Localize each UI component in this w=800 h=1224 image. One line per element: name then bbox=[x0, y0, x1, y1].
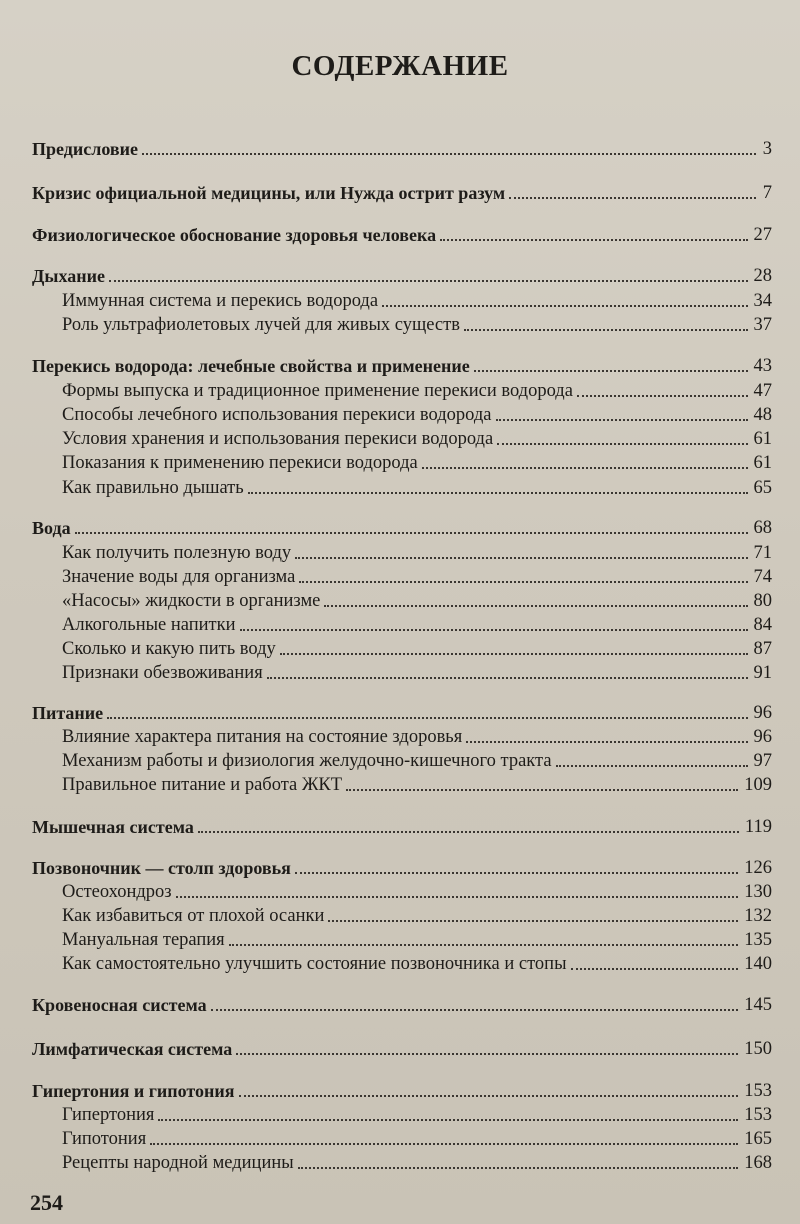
toc-entry-page: 61 bbox=[753, 429, 772, 449]
toc-entry-page: 126 bbox=[744, 858, 772, 878]
toc-entry-page: 27 bbox=[753, 225, 772, 245]
toc-entry bbox=[32, 351, 772, 377]
toc-entry-page: 47 bbox=[753, 381, 772, 401]
dot-leader bbox=[176, 896, 739, 898]
toc-entry bbox=[32, 1076, 772, 1102]
dot-leader bbox=[248, 492, 748, 494]
toc-entry-title: Гипертония и гипотония bbox=[32, 1081, 235, 1101]
toc-entry-title: Сколько и какую пить воду bbox=[62, 639, 276, 659]
toc-entry-title: Как получить полезную воду bbox=[62, 543, 292, 563]
toc-entry bbox=[32, 134, 772, 160]
toc-entry bbox=[32, 178, 772, 204]
toc-entry-page: 97 bbox=[753, 751, 772, 771]
toc-entry-page: 65 bbox=[753, 478, 772, 498]
toc-entry-title: Дыхание bbox=[32, 266, 105, 286]
toc-entry-page: 68 bbox=[753, 518, 772, 538]
toc-entry bbox=[62, 770, 772, 796]
toc-entry-page: 165 bbox=[744, 1129, 772, 1149]
page-number: 254 bbox=[30, 1190, 63, 1215]
dot-leader bbox=[509, 197, 756, 199]
toc-entry-title: Перекись водорода: лечебные свойства и применение bbox=[32, 356, 470, 376]
toc-entry-title: Формы выпуска и традиционное применение перекиси водорода bbox=[62, 381, 573, 401]
toc-entry-title: Питание bbox=[32, 703, 104, 723]
toc-entry-title: Показания к применению перекиси водорода bbox=[62, 453, 418, 473]
toc-entry-title: Кризис официальной медицины, или Нужда острит разум bbox=[32, 183, 506, 203]
toc-entry bbox=[62, 538, 772, 564]
toc-entry-page: 153 bbox=[744, 1105, 772, 1125]
toc-entry-page: 145 bbox=[744, 995, 772, 1015]
toc-entry bbox=[62, 448, 772, 474]
toc-entry bbox=[62, 949, 772, 975]
toc-entry-title: Правильное питание и работа ЖКТ bbox=[62, 775, 343, 795]
toc-entry bbox=[32, 853, 772, 879]
toc-entry bbox=[62, 1100, 772, 1126]
toc-entry-title: Как правильно дышать bbox=[62, 478, 244, 498]
dot-leader bbox=[474, 370, 748, 372]
dot-leader bbox=[267, 677, 748, 679]
toc-entry bbox=[62, 610, 772, 636]
toc-entry-page: 150 bbox=[744, 1039, 772, 1059]
dot-leader bbox=[75, 532, 748, 534]
dot-leader bbox=[150, 1143, 738, 1145]
dot-leader bbox=[295, 557, 747, 559]
toc-entry-title: Алкогольные напитки bbox=[62, 615, 236, 635]
toc-entry bbox=[32, 1034, 772, 1060]
toc-entry bbox=[62, 562, 772, 588]
toc-entry-page: 71 bbox=[753, 543, 772, 563]
toc-entry-title: Влияние характера питания на состояние здоровья bbox=[62, 727, 463, 747]
dot-leader bbox=[299, 581, 747, 583]
toc-entry-page: 80 bbox=[753, 591, 772, 611]
toc-entry-title: Способы лечебного использования перекиси водорода bbox=[62, 405, 492, 425]
dot-leader bbox=[466, 741, 747, 743]
toc-entry bbox=[62, 925, 772, 951]
toc-entry-page: 37 bbox=[753, 315, 772, 335]
toc-entry-page: 140 bbox=[744, 954, 772, 974]
toc-entry-title: Значение воды для организма bbox=[62, 567, 296, 587]
toc-entry-title: Иммунная система и перекись водорода bbox=[62, 291, 379, 311]
dot-leader bbox=[158, 1119, 738, 1121]
toc-entry bbox=[62, 1148, 772, 1174]
toc-entry bbox=[32, 261, 772, 287]
toc-entry-title: Как избавиться от плохой осанки bbox=[62, 906, 325, 926]
toc-entry bbox=[62, 473, 772, 499]
toc-entry-page: 43 bbox=[753, 356, 772, 376]
dot-leader bbox=[229, 944, 739, 946]
toc-entry-title: Остеохондроз bbox=[62, 882, 172, 902]
dot-leader bbox=[571, 968, 739, 970]
dot-leader bbox=[324, 605, 747, 607]
toc-entry-title: Рецепты народной медицины bbox=[62, 1153, 294, 1173]
toc-entry bbox=[62, 658, 772, 684]
toc-entry-page: 130 bbox=[744, 882, 772, 902]
toc-entry bbox=[32, 698, 772, 724]
toc-entry-title: Роль ультрафиолетовых лучей для живых существ bbox=[62, 315, 460, 335]
toc-entry-title: Мышечная система bbox=[32, 817, 194, 837]
toc-entry bbox=[32, 220, 772, 246]
toc-entry bbox=[62, 722, 772, 748]
toc-entry bbox=[62, 376, 772, 402]
dot-leader bbox=[142, 153, 756, 155]
toc-entry-page: 109 bbox=[744, 775, 772, 795]
toc-entry-title: Вода bbox=[32, 518, 71, 538]
toc-entry-title: Гипотония bbox=[62, 1129, 147, 1149]
dot-leader bbox=[109, 280, 748, 282]
toc-entry bbox=[32, 513, 772, 539]
dot-leader bbox=[496, 419, 748, 421]
dot-leader bbox=[280, 653, 748, 655]
toc-entry bbox=[62, 634, 772, 660]
toc-entry-page: 135 bbox=[744, 930, 772, 950]
dot-leader bbox=[239, 1095, 739, 1097]
toc-entry-page: 28 bbox=[753, 266, 772, 286]
toc-entry-page: 168 bbox=[744, 1153, 772, 1173]
dot-leader bbox=[328, 920, 738, 922]
page-title: СОДЕРЖАНИЕ bbox=[291, 50, 509, 82]
toc-entry-title: Гипертония bbox=[62, 1105, 155, 1125]
dot-leader bbox=[440, 239, 747, 241]
toc-entry-page: 132 bbox=[744, 906, 772, 926]
toc-entry-page: 7 bbox=[762, 183, 772, 203]
toc-entry-page: 153 bbox=[744, 1081, 772, 1101]
toc-entry-title: Признаки обезвоживания bbox=[62, 663, 263, 683]
dot-leader bbox=[198, 831, 739, 833]
toc-entry-page: 96 bbox=[753, 703, 772, 723]
dot-leader bbox=[464, 329, 748, 331]
dot-leader bbox=[346, 789, 738, 791]
toc-entry bbox=[62, 424, 772, 450]
toc-entry-title: Механизм работы и физиология желудочно-кишечного тракта bbox=[62, 751, 552, 771]
dot-leader bbox=[497, 443, 747, 445]
toc-entry-title: Предисловие bbox=[32, 139, 138, 159]
dot-leader bbox=[422, 467, 748, 469]
toc-entry-title: «Насосы» жидкости в организме bbox=[62, 591, 321, 611]
dot-leader bbox=[382, 305, 747, 307]
toc-entry-page: 96 bbox=[753, 727, 772, 747]
dot-leader bbox=[236, 1053, 738, 1055]
toc-entry-page: 48 bbox=[753, 405, 772, 425]
toc-entry-page: 3 bbox=[762, 139, 772, 159]
toc-entry bbox=[62, 901, 772, 927]
toc-entry bbox=[62, 586, 772, 612]
toc-entry bbox=[32, 990, 772, 1016]
toc-entry bbox=[32, 812, 772, 838]
toc-entry bbox=[62, 746, 772, 772]
toc-entry-title: Физиологическое обоснование здоровья человека bbox=[32, 225, 437, 245]
toc-entry bbox=[62, 400, 772, 426]
toc-entry bbox=[62, 310, 772, 336]
toc-entry-page: 84 bbox=[753, 615, 772, 635]
toc-entry bbox=[62, 877, 772, 903]
toc-entry-page: 119 bbox=[744, 817, 772, 837]
dot-leader bbox=[211, 1009, 739, 1011]
dot-leader bbox=[295, 872, 738, 874]
toc-entry bbox=[62, 1124, 772, 1150]
toc-entry-page: 34 bbox=[753, 291, 772, 311]
dot-leader bbox=[298, 1167, 739, 1169]
dot-leader bbox=[240, 629, 748, 631]
toc-entry-title: Условия хранения и использования перекиси водорода bbox=[62, 429, 494, 449]
dot-leader bbox=[577, 395, 748, 397]
toc-entry-page: 61 bbox=[753, 453, 772, 473]
toc-entry-title: Мануальная терапия bbox=[62, 930, 225, 950]
toc-entry-title: Лимфатическая система bbox=[32, 1039, 233, 1059]
toc-entry-page: 74 bbox=[753, 567, 772, 587]
toc-entry-title: Позвоночник — столп здоровья bbox=[32, 858, 291, 878]
toc-entry-title: Кровеносная система bbox=[32, 995, 207, 1015]
dot-leader bbox=[556, 765, 748, 767]
dot-leader bbox=[107, 717, 747, 719]
toc-entry bbox=[62, 286, 772, 312]
toc-entry-page: 91 bbox=[753, 663, 772, 683]
toc-entry-title: Как самостоятельно улучшить состояние позвоночника и стопы bbox=[62, 954, 567, 974]
toc-entry-page: 87 bbox=[753, 639, 772, 659]
